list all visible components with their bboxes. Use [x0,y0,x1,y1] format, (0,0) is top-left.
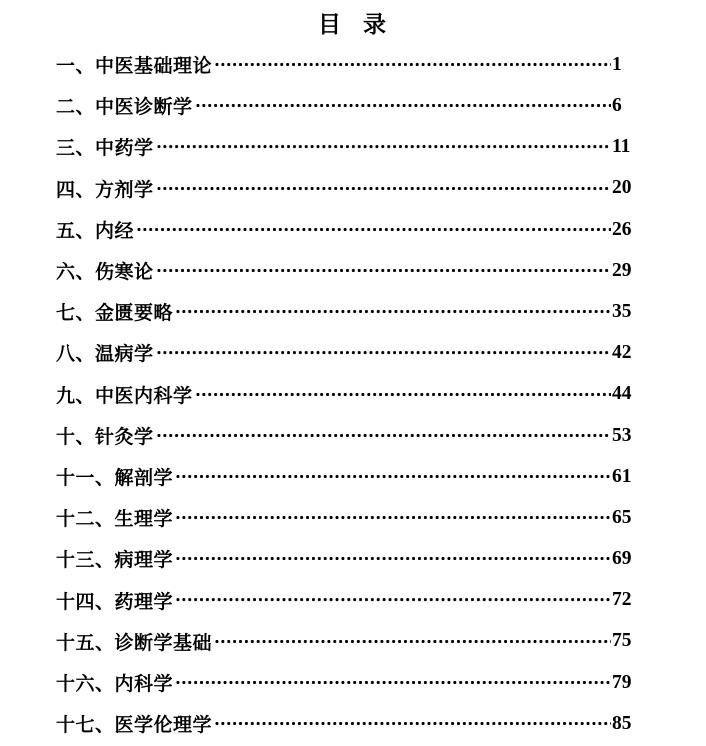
toc-entry-page-number: 75 [612,630,632,652]
toc-entry [56,332,642,373]
dot-leader [156,126,611,167]
toc-entry-page-number: 20 [612,177,632,199]
toc-entry [56,291,642,332]
dot-leader [195,85,611,126]
toc-entry-label: 六、伤寒论 [56,261,154,284]
toc-entry-page-number: 29 [612,259,632,281]
toc-entry [56,497,642,538]
toc-entry-page-number: 11 [612,136,631,158]
toc-entry-label: 五、内经 [56,219,135,242]
toc-entry-label: 二、中医诊断学 [56,96,193,119]
dot-leader [175,662,611,703]
toc-entry-page-number: 85 [612,712,632,734]
dot-leader [175,579,611,620]
toc-entry [56,168,642,209]
page-title: 目 录 [317,12,388,38]
dot-leader [136,209,611,250]
dot-leader [214,703,611,744]
dot-leader [175,497,611,538]
dot-leader [156,415,611,456]
toc-entry [56,621,642,662]
toc-entry [56,209,642,250]
toc-entry-page-number: 42 [612,342,632,364]
dot-leader [175,456,611,497]
toc-entry-label: 四、方剂学 [56,178,154,201]
dot-leader [175,538,611,579]
toc-entry-label: 十、针灸学 [56,425,154,448]
toc-entry-label: 七、金匮要略 [56,302,174,325]
toc-entry-page-number: 72 [612,589,632,611]
toc-entry-label: 九、中医内科学 [56,384,193,407]
toc-entry [56,703,642,744]
toc-entry-page-number: 61 [612,465,632,487]
toc-entry [56,415,642,456]
toc-entry-label: 八、温病学 [56,343,154,366]
toc-entry-label: 三、中药学 [56,137,154,160]
toc-entry-label: 十六、内科学 [56,672,174,695]
toc-entry-page-number: 65 [612,506,632,528]
toc-entry [56,374,642,415]
dot-leader [214,621,611,662]
toc-entry [56,538,642,579]
toc-entry-label: 十五、诊断学基础 [56,631,213,654]
toc-entry-label: 十七、医学伦理学 [56,714,213,737]
toc-entry-page-number: 79 [612,671,632,693]
dot-leader [195,374,611,415]
toc-entry-page-number: 1 [612,53,622,75]
toc-entry [56,250,642,291]
toc-entry-page-number: 6 [612,95,622,117]
toc-entry-label: 十四、药理学 [56,590,174,613]
toc-list [56,44,642,744]
toc-entry-page-number: 44 [612,383,632,405]
dot-leader [214,44,611,85]
toc-entry-page-number: 53 [612,424,632,446]
toc-entry [56,579,642,620]
toc-entry-label: 十三、病理学 [56,549,174,572]
toc-entry-page-number: 35 [612,300,632,322]
toc-entry [56,662,642,703]
toc-entry-label: 一、中医基础理论 [56,55,213,78]
toc-entry-label: 十一、解剖学 [56,466,174,489]
toc-entry [56,456,642,497]
dot-leader [156,168,611,209]
toc-entry-label: 十二、生理学 [56,508,174,531]
toc-entry [56,44,642,85]
dot-leader [156,250,611,291]
dot-leader [175,291,611,332]
toc-entry-page-number: 69 [612,548,632,570]
dot-leader [156,332,611,373]
toc-entry [56,85,642,126]
toc-entry-page-number: 26 [612,218,632,240]
toc-entry [56,126,642,167]
